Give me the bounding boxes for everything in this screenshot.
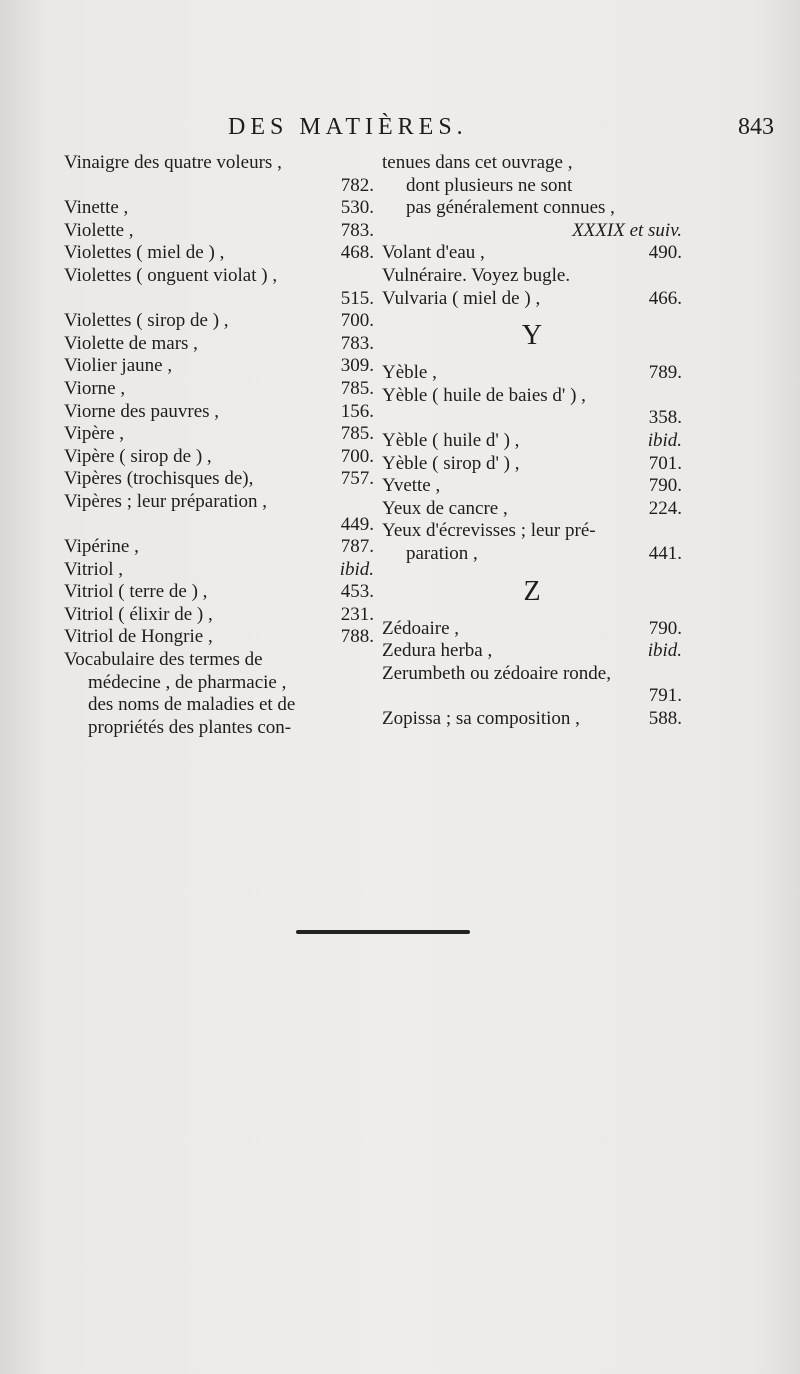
page-reference: 789. bbox=[648, 362, 682, 384]
entry-line bbox=[64, 468, 374, 491]
page-reference: 791. bbox=[648, 685, 682, 707]
page-reference: ibid. bbox=[647, 429, 682, 451]
entry-line bbox=[64, 175, 374, 198]
entry-text: Vinette , bbox=[64, 197, 129, 219]
entry-text: Vipères ; leur préparation , bbox=[64, 490, 268, 512]
page-reference: 309. bbox=[340, 355, 374, 377]
entry-text: médecine , de pharmacie , bbox=[88, 671, 287, 693]
entry-line bbox=[382, 175, 682, 198]
entry-line bbox=[382, 362, 682, 385]
entry-line bbox=[64, 220, 374, 243]
entry-text: Vipérine , bbox=[64, 536, 139, 558]
entry-text: des noms de maladies et de bbox=[88, 694, 296, 716]
page-reference: XXXIX et suiv. bbox=[572, 219, 682, 241]
entry-text: Vitriol , bbox=[64, 558, 124, 580]
entry-text: Vocabulaire des termes de bbox=[64, 649, 263, 671]
entry-text: Yèble , bbox=[382, 362, 437, 384]
entry-text: Vitriol ( élixir de ) , bbox=[64, 603, 213, 625]
page-reference: 701. bbox=[648, 452, 682, 474]
entry-text: Violier jaune , bbox=[64, 355, 173, 377]
page-reference: ibid. bbox=[339, 558, 374, 580]
entry-line bbox=[64, 288, 374, 311]
entry-line bbox=[382, 618, 682, 641]
index-column-left bbox=[64, 152, 374, 739]
page-reference: 788. bbox=[340, 626, 374, 648]
entry-line bbox=[382, 640, 682, 663]
page-reference: 224. bbox=[648, 497, 682, 519]
entry-line bbox=[382, 385, 682, 408]
entry-text: Vulnéraire. Voyez bugle. bbox=[382, 264, 571, 286]
entry-line bbox=[64, 333, 374, 356]
entry-text: Yèble ( huile d' ) , bbox=[382, 429, 520, 451]
entry-text: Viorne des pauvres , bbox=[64, 400, 220, 422]
page-reference: 530. bbox=[340, 197, 374, 219]
entry-line bbox=[382, 430, 682, 453]
index-column-right bbox=[382, 152, 682, 730]
entry-text: Yeux de cancre , bbox=[382, 497, 508, 519]
entry-text: Vitriol de Hongrie , bbox=[64, 626, 213, 648]
entry-line bbox=[64, 242, 374, 265]
entry-text: tenues dans cet ouvrage , bbox=[382, 152, 573, 173]
entry-text: pas généralement connues , bbox=[406, 197, 615, 219]
entry-text: Zopissa ; sa composition , bbox=[382, 707, 580, 729]
page-reference: 783. bbox=[340, 332, 374, 354]
page-reference: 490. bbox=[648, 242, 682, 264]
entry-text: Yvette , bbox=[382, 475, 441, 497]
entry-text: Viorne , bbox=[64, 377, 126, 399]
page-reference: 453. bbox=[340, 581, 374, 603]
entry-line bbox=[64, 672, 374, 695]
entry-text: Vipères (trochisques de), bbox=[64, 468, 254, 490]
entry-line bbox=[64, 423, 374, 446]
entry-text: Zédoaire , bbox=[382, 617, 460, 639]
entry-line bbox=[382, 543, 682, 566]
entry-text: paration , bbox=[406, 542, 478, 564]
page-reference: 700. bbox=[340, 310, 374, 332]
page-reference: 785. bbox=[340, 423, 374, 445]
entry-line bbox=[64, 401, 374, 424]
entry-line bbox=[382, 152, 682, 175]
page-reference: 358. bbox=[648, 407, 682, 429]
page-reference: ibid. bbox=[647, 640, 682, 662]
entry-line bbox=[64, 491, 374, 514]
entry-line bbox=[382, 288, 682, 311]
page-reference: 466. bbox=[648, 287, 682, 309]
entry-text: Vitriol ( terre de ) , bbox=[64, 581, 208, 603]
page-reference: 156. bbox=[340, 400, 374, 422]
section-y-entries bbox=[382, 362, 682, 565]
entry-text: Violette de mars , bbox=[64, 332, 198, 354]
entry-text: Vulvaria ( miel de ) , bbox=[382, 287, 541, 309]
entry-line bbox=[382, 242, 682, 265]
page-reference: 787. bbox=[340, 536, 374, 558]
entry-line bbox=[64, 265, 374, 288]
entry-line bbox=[64, 559, 374, 582]
section-z-entries bbox=[382, 618, 682, 731]
entry-text: dont plusieurs ne sont bbox=[406, 174, 573, 196]
entry-text: Vinaigre des quatre voleurs , bbox=[64, 152, 282, 173]
entry-line bbox=[64, 197, 374, 220]
entry-text: Violettes ( miel de ) , bbox=[64, 242, 225, 264]
page-reference: 790. bbox=[648, 617, 682, 639]
page-reference: 515. bbox=[340, 287, 374, 309]
page-reference: 790. bbox=[648, 475, 682, 497]
page-reference: 231. bbox=[340, 603, 374, 625]
entry-text: Volant d'eau , bbox=[382, 242, 485, 264]
entry-line bbox=[64, 536, 374, 559]
entry-line bbox=[382, 220, 682, 243]
entry-line bbox=[64, 649, 374, 672]
entry-line bbox=[64, 626, 374, 649]
entry-line bbox=[382, 265, 682, 288]
entry-text: Violettes ( onguent violat ) , bbox=[64, 264, 278, 286]
end-rule bbox=[296, 930, 470, 934]
entry-text: Vipère ( sirop de ) , bbox=[64, 445, 212, 467]
entry-line bbox=[64, 514, 374, 537]
right-column-entries bbox=[382, 152, 682, 310]
entry-line bbox=[64, 717, 374, 740]
page-reference: 757. bbox=[340, 468, 374, 490]
page-reference: 782. bbox=[340, 174, 374, 196]
entry-line bbox=[382, 498, 682, 521]
entry-line bbox=[382, 197, 682, 220]
page-reference: 783. bbox=[340, 219, 374, 241]
entry-text: Violettes ( sirop de ) , bbox=[64, 310, 229, 332]
entry-line bbox=[382, 663, 682, 686]
page-reference: 785. bbox=[340, 377, 374, 399]
entry-text: Vipère , bbox=[64, 423, 125, 445]
entry-text: Zerumbeth ou zédoaire ronde, bbox=[382, 662, 611, 684]
page-reference: 588. bbox=[648, 707, 682, 729]
entry-text: propriétés des plantes con- bbox=[88, 716, 292, 738]
entry-line bbox=[382, 708, 682, 731]
entry-line bbox=[64, 355, 374, 378]
page-number: 843 bbox=[738, 114, 774, 140]
entry-line bbox=[64, 694, 374, 717]
running-title: DES MATIÈRES. bbox=[228, 114, 468, 140]
entry-line bbox=[382, 475, 682, 498]
entry-line bbox=[382, 520, 682, 543]
entry-line bbox=[382, 453, 682, 476]
page-header bbox=[0, 114, 800, 150]
entry-line bbox=[64, 446, 374, 469]
entry-line bbox=[64, 378, 374, 401]
entry-line bbox=[382, 685, 682, 708]
entry-text: Yeux d'écrevisses ; leur pré- bbox=[382, 520, 596, 542]
section-letter-z: Z bbox=[523, 575, 541, 607]
entry-line bbox=[64, 152, 374, 175]
entry-line bbox=[64, 310, 374, 333]
entry-text: Yèble ( huile de baies d' ) , bbox=[382, 384, 586, 406]
entry-line bbox=[382, 407, 682, 430]
entry-text: Zedura herba , bbox=[382, 640, 493, 662]
page-reference: 449. bbox=[340, 513, 374, 535]
page-reference: 468. bbox=[340, 242, 374, 264]
page-reference: 700. bbox=[340, 445, 374, 467]
entry-line bbox=[64, 581, 374, 604]
entry-text: Violette , bbox=[64, 219, 134, 241]
section-letter-y: Y bbox=[521, 320, 543, 352]
entry-line bbox=[64, 604, 374, 627]
entry-text: Yèble ( sirop d' ) , bbox=[382, 452, 520, 474]
page-reference: 441. bbox=[648, 542, 682, 564]
